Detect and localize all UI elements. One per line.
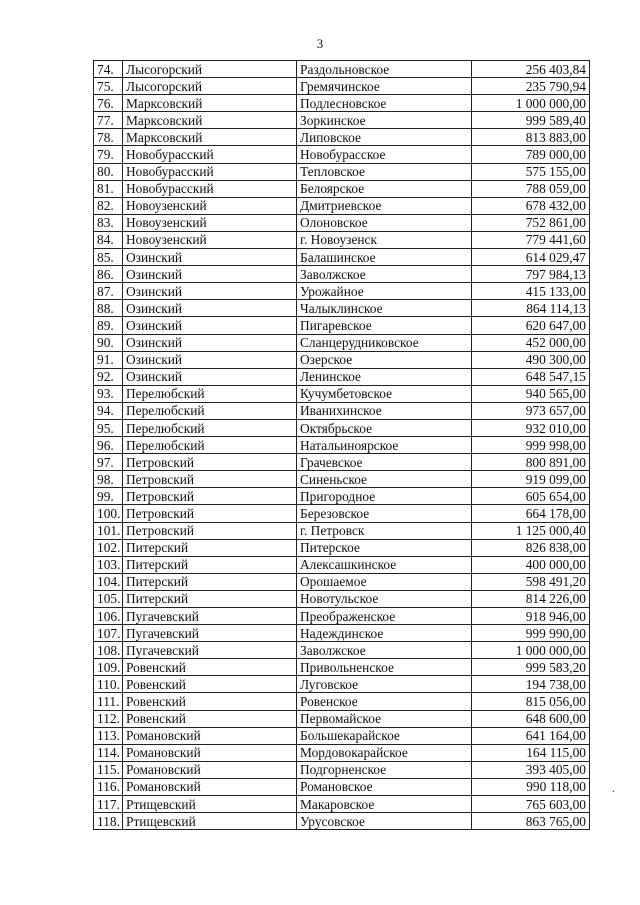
amount-cell: 765 603,00 [472, 796, 590, 813]
amount-cell: 641 164,00 [472, 727, 590, 744]
district-cell: Марксовский [123, 95, 297, 112]
amount-cell: 1 125 000,40 [472, 522, 590, 539]
amount-cell: 815 056,00 [472, 693, 590, 710]
district-cell: Питерский [123, 590, 297, 607]
amount-cell: 813 883,00 [472, 129, 590, 146]
district-cell: Озинский [123, 351, 297, 368]
settlement-cell: Грачевское [297, 454, 472, 471]
amount-cell: 164 115,00 [472, 744, 590, 761]
row-number-cell: 118. [94, 813, 123, 830]
district-cell: Лысогорский [123, 61, 297, 78]
settlement-cell: Березовское [297, 505, 472, 522]
amount-cell: 999 998,00 [472, 437, 590, 454]
district-cell: Петровский [123, 488, 297, 505]
table-row [94, 283, 590, 300]
row-number-cell: 91. [94, 351, 123, 368]
row-number-cell: 112. [94, 710, 123, 727]
district-cell: Новобурасский [123, 146, 297, 163]
district-cell: Новоузенский [123, 231, 297, 248]
settlement-cell: Синеньское [297, 471, 472, 488]
amount-cell: 664 178,00 [472, 505, 590, 522]
district-cell: Ровенский [123, 659, 297, 676]
row-number-cell: 102. [94, 539, 123, 556]
amount-cell: 864 114,13 [472, 300, 590, 317]
table-row [94, 573, 590, 590]
district-cell: Ртищевский [123, 796, 297, 813]
table-row [94, 693, 590, 710]
table-row [94, 659, 590, 676]
table-row [94, 112, 590, 129]
row-number-cell: 117. [94, 796, 123, 813]
row-number-cell: 85. [94, 249, 123, 266]
settlement-cell: Первомайское [297, 710, 472, 727]
row-number-cell: 94. [94, 402, 123, 419]
row-number-cell: 86. [94, 266, 123, 283]
table-row [94, 505, 590, 522]
table-row [94, 488, 590, 505]
row-number-cell: 100. [94, 505, 123, 522]
row-number-cell: 75. [94, 78, 123, 95]
row-number-cell: 88. [94, 300, 123, 317]
amount-cell: 863 765,00 [472, 813, 590, 830]
amount-cell: 797 984,13 [472, 266, 590, 283]
table-row [94, 642, 590, 659]
row-number-cell: 101. [94, 522, 123, 539]
district-cell: Романовский [123, 761, 297, 778]
table-row [94, 334, 590, 351]
table-row [94, 317, 590, 334]
row-number-cell: 83. [94, 214, 123, 231]
table-row [94, 266, 590, 283]
amount-cell: 752 861,00 [472, 214, 590, 231]
settlement-cell: Иванихинское [297, 402, 472, 419]
table-row [94, 608, 590, 625]
table-row [94, 471, 590, 488]
settlement-cell: Липовское [297, 129, 472, 146]
settlement-cell: Надеждинское [297, 625, 472, 642]
row-number-cell: 78. [94, 129, 123, 146]
district-cell: Пугачевский [123, 642, 297, 659]
table-row [94, 385, 590, 402]
settlement-cell: Луговское [297, 676, 472, 693]
amount-cell: 800 891,00 [472, 454, 590, 471]
district-cell: Озинский [123, 266, 297, 283]
district-cell: Пугачевский [123, 625, 297, 642]
district-cell: Питерский [123, 573, 297, 590]
settlement-cell: Дмитриевское [297, 197, 472, 214]
amount-cell: 648 547,15 [472, 368, 590, 385]
amount-cell: 999 583,20 [472, 659, 590, 676]
district-cell: Петровский [123, 522, 297, 539]
district-cell: Лысогорский [123, 78, 297, 95]
amount-cell: 648 600,00 [472, 710, 590, 727]
district-cell: Питерский [123, 556, 297, 573]
district-cell: Ровенский [123, 693, 297, 710]
district-cell: Новобурасский [123, 163, 297, 180]
row-number-cell: 74. [94, 61, 123, 78]
row-number-cell: 107. [94, 625, 123, 642]
row-number-cell: 110. [94, 676, 123, 693]
table-row [94, 437, 590, 454]
settlement-cell: Ленинское [297, 368, 472, 385]
amount-cell: 400 000,00 [472, 556, 590, 573]
amount-cell: 940 565,00 [472, 385, 590, 402]
district-cell: Ровенский [123, 710, 297, 727]
settlement-cell: Урусовское [297, 813, 472, 830]
row-number-cell: 81. [94, 180, 123, 197]
row-number-cell: 82. [94, 197, 123, 214]
amount-cell: 919 099,00 [472, 471, 590, 488]
row-number-cell: 90. [94, 334, 123, 351]
settlement-cell: Натальиноярское [297, 437, 472, 454]
row-number-cell: 115. [94, 761, 123, 778]
amount-cell: 999 589,40 [472, 112, 590, 129]
row-number-cell: 109. [94, 659, 123, 676]
settlement-cell: Преображенское [297, 608, 472, 625]
row-number-cell: 113. [94, 727, 123, 744]
table-row [94, 539, 590, 556]
district-cell: Питерский [123, 539, 297, 556]
amount-cell: 788 059,00 [472, 180, 590, 197]
settlement-cell: Зоркинское [297, 112, 472, 129]
table-row [94, 813, 590, 830]
amount-cell: 1 000 000,00 [472, 95, 590, 112]
table-row [94, 300, 590, 317]
settlement-cell: Мордовокарайское [297, 744, 472, 761]
row-number-cell: 108. [94, 642, 123, 659]
district-cell: Петровский [123, 454, 297, 471]
row-number-cell: 92. [94, 368, 123, 385]
amount-cell: 605 654,00 [472, 488, 590, 505]
settlement-cell: Новобурасское [297, 146, 472, 163]
amount-cell: 918 946,00 [472, 608, 590, 625]
table-row [94, 676, 590, 693]
table-row [94, 625, 590, 642]
table-row [94, 368, 590, 385]
table-row [94, 249, 590, 266]
table-row [94, 590, 590, 607]
table-row [94, 556, 590, 573]
table-row [94, 78, 590, 95]
district-cell: Новоузенский [123, 197, 297, 214]
district-cell: Петровский [123, 505, 297, 522]
settlement-cell: Романовское [297, 778, 472, 795]
amount-cell: 789 000,00 [472, 146, 590, 163]
amount-cell: 932 010,00 [472, 419, 590, 436]
amount-cell: 490 300,00 [472, 351, 590, 368]
table-row [94, 744, 590, 761]
row-number-cell: 76. [94, 95, 123, 112]
district-cell: Перелюбский [123, 437, 297, 454]
amount-cell: 826 838,00 [472, 539, 590, 556]
district-cell: Марксовский [123, 112, 297, 129]
amount-cell: 814 226,00 [472, 590, 590, 607]
table-row [94, 796, 590, 813]
table-row [94, 454, 590, 471]
settlement-cell: Октябрьское [297, 419, 472, 436]
row-number-cell: 84. [94, 231, 123, 248]
amount-cell: 235 790,94 [472, 78, 590, 95]
settlement-cell: Гремячинское [297, 78, 472, 95]
district-cell: Перелюбский [123, 385, 297, 402]
settlement-cell: Привольненское [297, 659, 472, 676]
table-row [94, 710, 590, 727]
table-row [94, 95, 590, 112]
row-number-cell: 80. [94, 163, 123, 180]
table-row [94, 163, 590, 180]
settlement-cell: Чалыклинское [297, 300, 472, 317]
amount-cell: 415 133,00 [472, 283, 590, 300]
row-number-cell: 98. [94, 471, 123, 488]
row-number-cell: 99. [94, 488, 123, 505]
settlement-cell: Пригородное [297, 488, 472, 505]
settlement-cell: Урожайное [297, 283, 472, 300]
row-number-cell: 111. [94, 693, 123, 710]
row-number-cell: 87. [94, 283, 123, 300]
amount-cell: 256 403,84 [472, 61, 590, 78]
table-row [94, 231, 590, 248]
settlement-cell: Кучумбетовское [297, 385, 472, 402]
amount-cell: 779 441,60 [472, 231, 590, 248]
row-number-cell: 116. [94, 778, 123, 795]
row-number-cell: 103. [94, 556, 123, 573]
settlement-cell: Тепловское [297, 163, 472, 180]
settlement-cell: Ровенское [297, 693, 472, 710]
settlement-cell: Раздольновское [297, 61, 472, 78]
district-cell: Перелюбский [123, 402, 297, 419]
settlement-cell: Олоновское [297, 214, 472, 231]
settlement-cell: Озерское [297, 351, 472, 368]
amount-cell: 990 118,00 [472, 778, 590, 795]
district-cell: Озинский [123, 249, 297, 266]
settlement-cell: Белоярское [297, 180, 472, 197]
district-cell: Новоузенский [123, 214, 297, 231]
settlement-cell: Макаровское [297, 796, 472, 813]
settlement-cell: Балашинское [297, 249, 472, 266]
district-cell: Петровский [123, 471, 297, 488]
row-number-cell: 89. [94, 317, 123, 334]
table-row [94, 402, 590, 419]
district-cell: Пугачевский [123, 608, 297, 625]
district-cell: Озинский [123, 317, 297, 334]
district-cell: Марксовский [123, 129, 297, 146]
district-cell: Новобурасский [123, 180, 297, 197]
row-number-cell: 105. [94, 590, 123, 607]
settlement-cell: Большекарайское [297, 727, 472, 744]
row-number-cell: 79. [94, 146, 123, 163]
table-row [94, 146, 590, 163]
settlement-cell: Заволжское [297, 642, 472, 659]
settlement-cell: Заволжское [297, 266, 472, 283]
row-number-cell: 93. [94, 385, 123, 402]
amount-cell: 614 029,47 [472, 249, 590, 266]
table-row [94, 197, 590, 214]
table-row [94, 214, 590, 231]
table-row [94, 761, 590, 778]
district-cell: Романовский [123, 744, 297, 761]
amount-cell: 575 155,00 [472, 163, 590, 180]
settlement-cell: Сланцерудниковское [297, 334, 472, 351]
table-row [94, 61, 590, 78]
district-cell: Перелюбский [123, 419, 297, 436]
page-number: 3 [316, 36, 324, 51]
amount-cell: 973 657,00 [472, 402, 590, 419]
table-row [94, 778, 590, 795]
table-body [94, 61, 590, 830]
district-cell: Озинский [123, 283, 297, 300]
settlement-cell: г. Новоузенск [297, 231, 472, 248]
district-cell: Ртищевский [123, 813, 297, 830]
district-cell: Романовский [123, 778, 297, 795]
amount-cell: 999 990,00 [472, 625, 590, 642]
row-number-cell: 95. [94, 419, 123, 436]
district-cell: Озинский [123, 300, 297, 317]
amount-cell: 678 432,00 [472, 197, 590, 214]
settlement-cell: Подгорненское [297, 761, 472, 778]
amount-cell: 393 405,00 [472, 761, 590, 778]
table-row [94, 351, 590, 368]
margin-mark: . [612, 784, 615, 795]
settlement-cell: Новотульское [297, 590, 472, 607]
amount-cell: 620 647,00 [472, 317, 590, 334]
district-cell: Озинский [123, 368, 297, 385]
row-number-cell: 114. [94, 744, 123, 761]
table-row [94, 180, 590, 197]
table-row [94, 522, 590, 539]
amount-cell: 598 491,20 [472, 573, 590, 590]
settlement-cell: Питерское [297, 539, 472, 556]
row-number-cell: 77. [94, 112, 123, 129]
row-number-cell: 106. [94, 608, 123, 625]
row-number-cell: 104. [94, 573, 123, 590]
amount-cell: 1 000 000,00 [472, 642, 590, 659]
table-row [94, 129, 590, 146]
district-cell: Ровенский [123, 676, 297, 693]
settlement-cell: г. Петровск [297, 522, 472, 539]
row-number-cell: 96. [94, 437, 123, 454]
settlement-cell: Пигаревское [297, 317, 472, 334]
district-cell: Романовский [123, 727, 297, 744]
table-row [94, 419, 590, 436]
table-row [94, 727, 590, 744]
settlement-cell: Подлесновское [297, 95, 472, 112]
amount-cell: 194 738,00 [472, 676, 590, 693]
settlement-cell: Алексашкинское [297, 556, 472, 573]
allocation-table [93, 60, 590, 830]
settlement-cell: Орошаемое [297, 573, 472, 590]
amount-cell: 452 000,00 [472, 334, 590, 351]
row-number-cell: 97. [94, 454, 123, 471]
district-cell: Озинский [123, 334, 297, 351]
